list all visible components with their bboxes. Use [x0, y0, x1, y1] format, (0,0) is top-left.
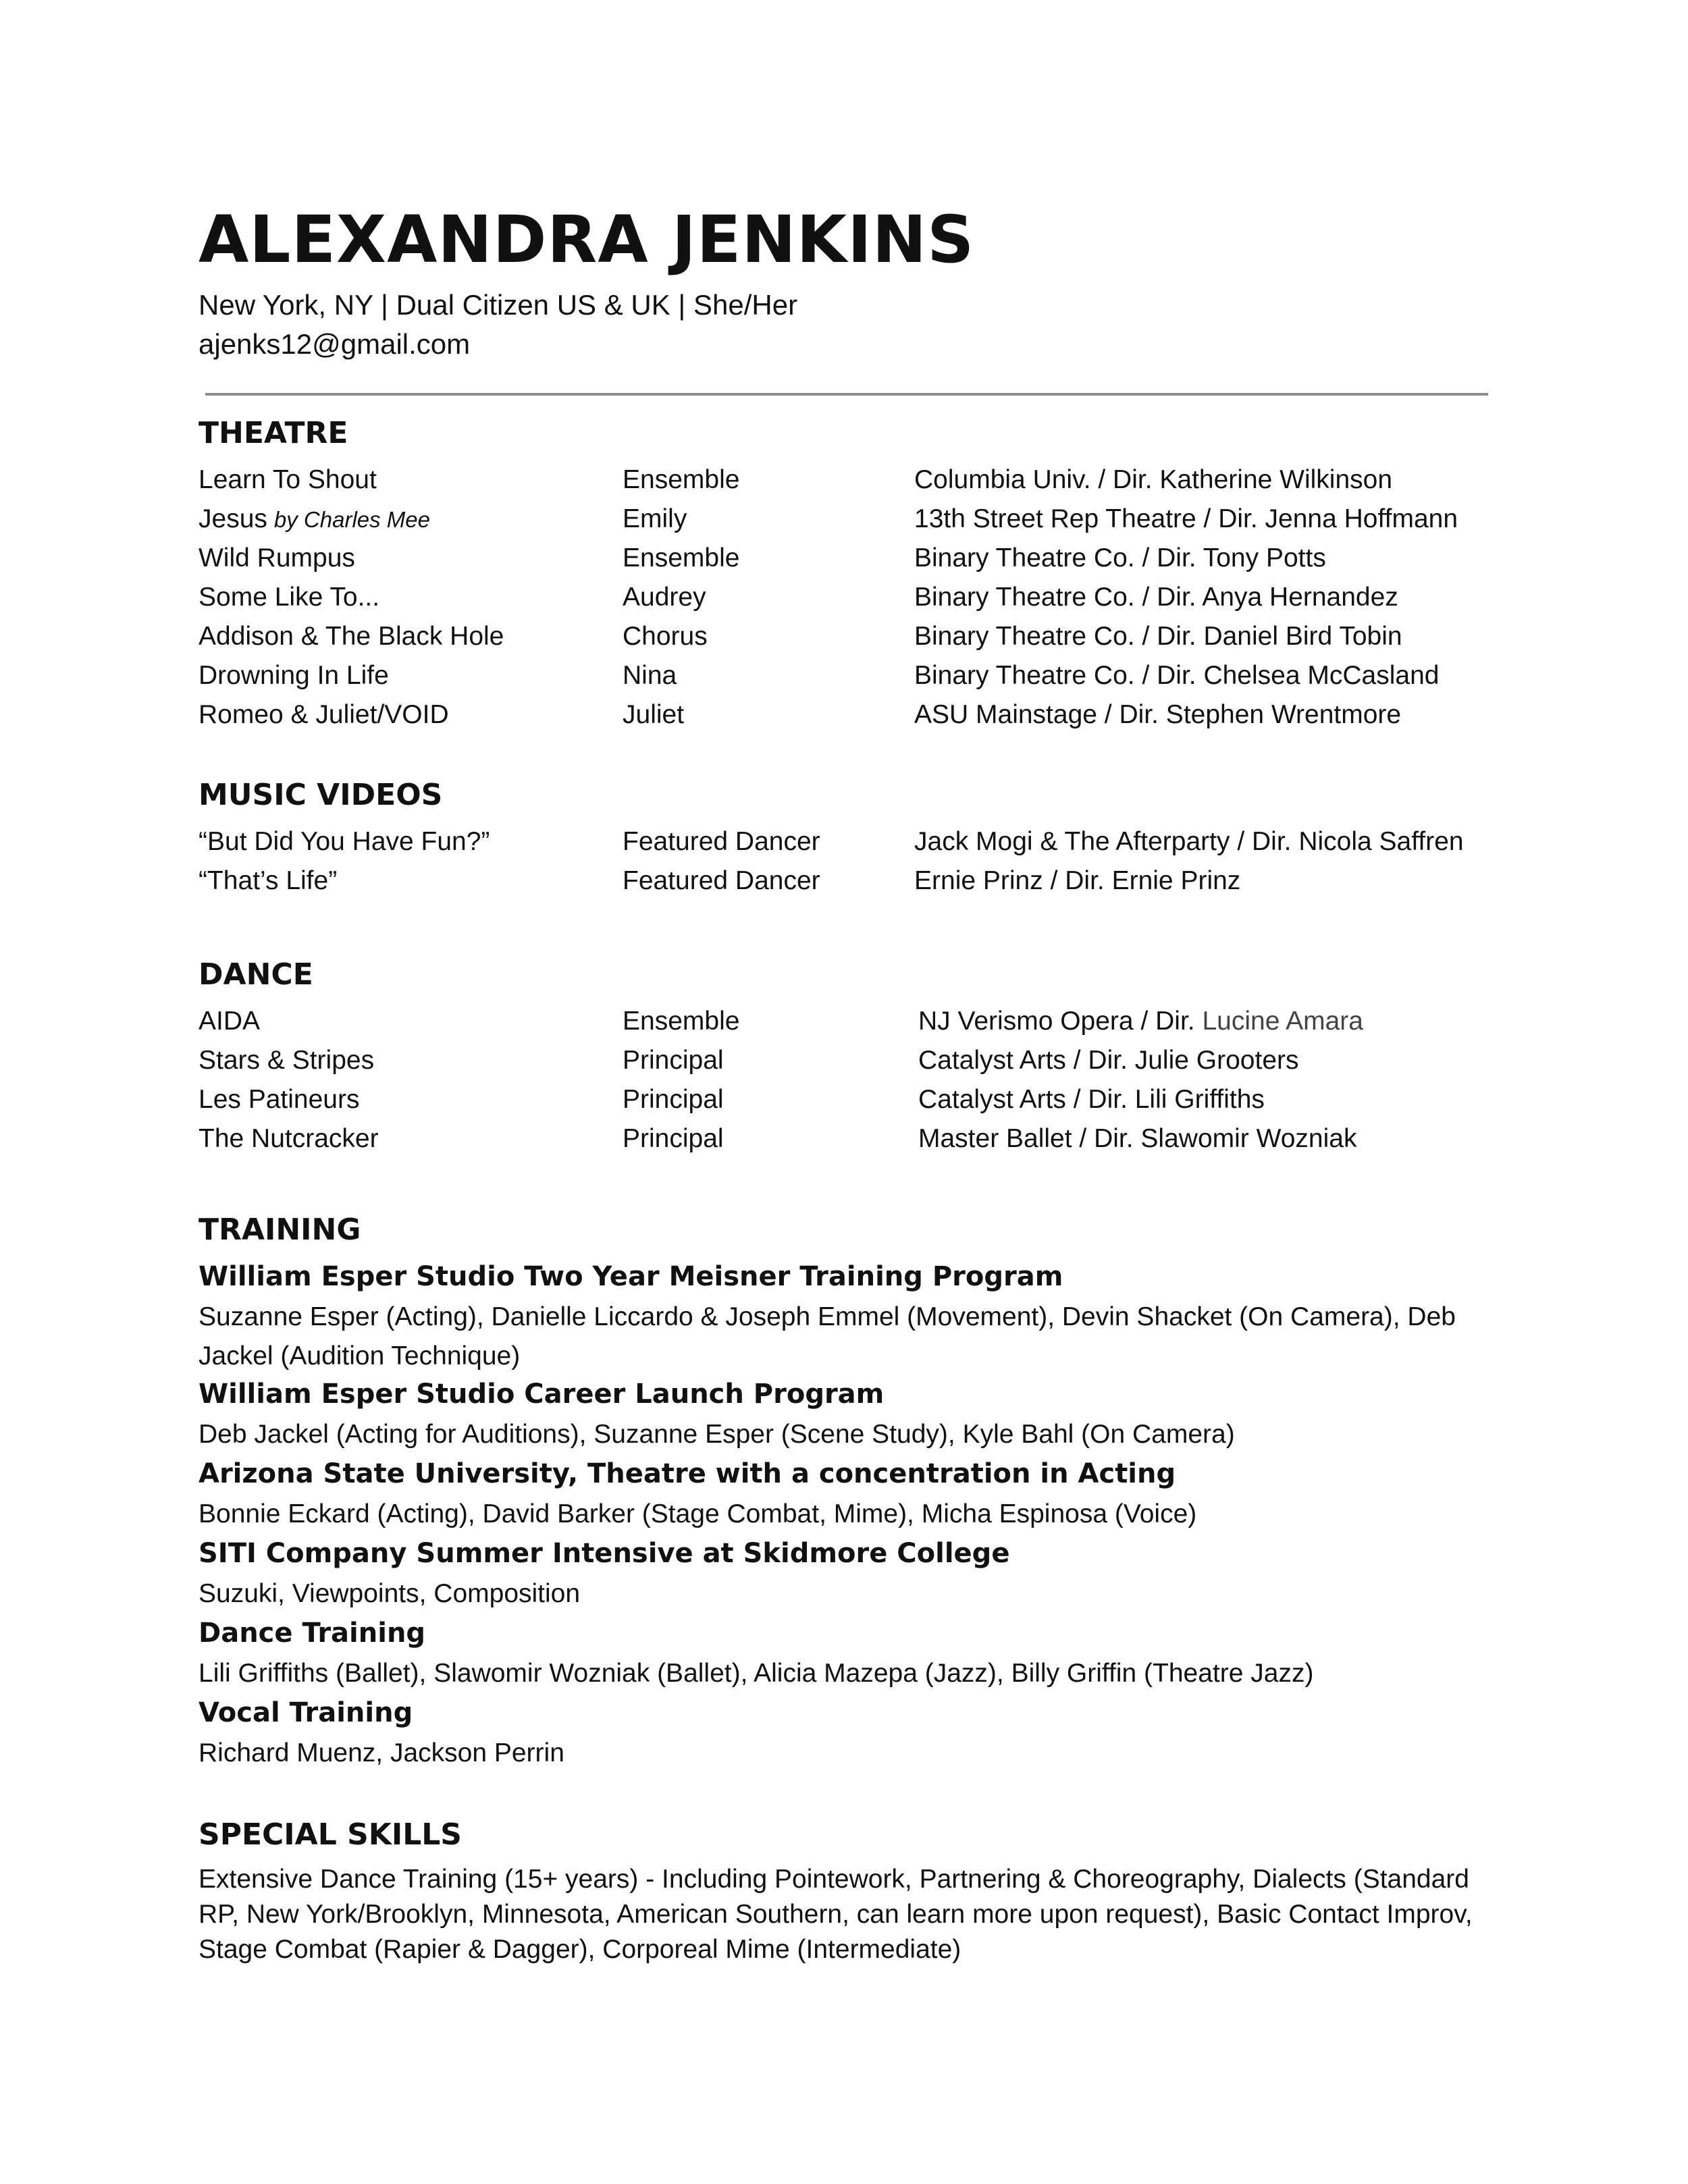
role: Principal	[623, 1085, 724, 1114]
show-title: The Nutcracker	[199, 1124, 379, 1153]
section-title-dance: DANCE	[199, 957, 313, 992]
section-title-training: TRAINING	[199, 1213, 361, 1247]
table-row	[0, 656, 1688, 695]
training-program-detail: Lili Griffiths (Ballet), Slawomir Wozniak (Ballet), Alicia Mazepa (Jazz), Billy Griffin (Theatre Jazz)	[199, 1659, 1314, 1688]
section-title-special-skills: SPECIAL SKILLS	[199, 1817, 462, 1852]
training-program-name: William Esper Studio Career Launch Program	[199, 1379, 885, 1410]
company	[918, 1002, 1363, 1041]
playwright-credit: by Charles Mee	[273, 507, 430, 532]
show-title: “That’s Life”	[199, 866, 338, 895]
company: Master Ballet / Dir. Slawomir Wozniak	[918, 1124, 1357, 1153]
company: Catalyst Arts / Dir. Julie Grooters	[918, 1046, 1299, 1075]
training-program-name: Vocal Training	[199, 1697, 413, 1728]
training-program-detail: Richard Muenz, Jackson Perrin	[199, 1738, 564, 1767]
company: Binary Theatre Co. / Dir. Chelsea McCasland	[914, 661, 1440, 690]
company: Binary Theatre Co. / Dir. Anya Hernandez	[914, 583, 1398, 612]
special-skills-text: Extensive Dance Training (15+ years) - Including Pointework, Partnering & Choreography, Dialects (Standard RP, New York/Brooklyn, Minnesota, American Southern, can learn more upon request), Basic Contact Improv, Stage Combat (Rapier & Dagger), Corporeal Mime (Intermediate)	[199, 1865, 1473, 1964]
role: Audrey	[623, 583, 706, 612]
table-row	[0, 578, 1688, 617]
show-title: Some Like To...	[199, 583, 380, 612]
show-title: Stars & Stripes	[199, 1046, 375, 1075]
show-title: Addison & The Black Hole	[199, 622, 504, 651]
training-program-detail: Bonnie Eckard (Acting), David Barker (Stage Combat, Mime), Micha Espinosa (Voice)	[199, 1499, 1197, 1528]
table-row	[0, 861, 1688, 901]
company: ASU Mainstage / Dir. Stephen Wrentmore	[914, 700, 1402, 729]
table-row	[0, 1080, 1688, 1119]
role: Emily	[623, 504, 687, 533]
table-row	[0, 1041, 1688, 1080]
table-row	[0, 1002, 1688, 1041]
training-program-name: William Esper Studio Two Year Meisner Training Program	[199, 1261, 1063, 1292]
company: Jack Mogi & The Afterparty / Dir. Nicola Saffren	[914, 827, 1464, 856]
role: Featured Dancer	[623, 866, 820, 895]
role: Ensemble	[623, 1007, 740, 1036]
table-row	[0, 617, 1688, 656]
company: Catalyst Arts / Dir. Lili Griffiths	[918, 1085, 1265, 1114]
role: Ensemble	[623, 465, 740, 494]
company: Binary Theatre Co. / Dir. Daniel Bird Tobin	[914, 622, 1402, 651]
show-title	[199, 500, 430, 539]
table-row	[0, 539, 1688, 578]
name-heading: ALEXANDRA JENKINS	[199, 202, 975, 277]
training-program-detail: Deb Jackel (Acting for Auditions), Suzanne Esper (Scene Study), Kyle Bahl (On Camera)	[199, 1420, 1235, 1449]
training-program-name: SITI Company Summer Intensive at Skidmore College	[199, 1538, 1010, 1569]
show-title: Drowning In Life	[199, 661, 389, 690]
email: ajenks12@gmail.com	[199, 328, 471, 360]
director-name: Lucine Amara	[1202, 1007, 1363, 1036]
table-row	[0, 822, 1688, 861]
show-title: Les Patineurs	[199, 1085, 360, 1114]
show-title: Wild Rumpus	[199, 543, 355, 572]
show-title: Romeo & Juliet/VOID	[199, 700, 449, 729]
training-program-detail: Suzanne Esper (Acting), Danielle Liccardo & Joseph Emmel (Movement), Devin Shacket (On Camera), Deb Jackel (Audition Technique)	[199, 1302, 1456, 1370]
company: Columbia Univ. / Dir. Katherine Wilkinson	[914, 465, 1393, 494]
role: Principal	[623, 1046, 724, 1075]
company: Binary Theatre Co. / Dir. Tony Potts	[914, 543, 1326, 572]
company: 13th Street Rep Theatre / Dir. Jenna Hoffmann	[914, 504, 1458, 533]
role: Juliet	[623, 700, 685, 729]
show-title-text: Jesus	[199, 504, 267, 533]
table-row	[0, 460, 1688, 500]
show-title: AIDA	[199, 1007, 261, 1036]
table-row	[0, 1119, 1688, 1158]
role: Featured Dancer	[623, 827, 820, 856]
show-title: Learn To Shout	[199, 465, 377, 494]
contact-line: New York, NY | Dual Citizen US & UK | She/Her	[199, 289, 798, 321]
training-program-detail: Suzuki, Viewpoints, Composition	[199, 1579, 581, 1608]
header-divider	[205, 393, 1488, 396]
training-program-name: Arizona State University, Theatre with a concentration in Acting	[199, 1458, 1176, 1489]
company-text: NJ Verismo Opera / Dir.	[918, 1007, 1195, 1036]
role: Ensemble	[623, 543, 740, 572]
training-program-name: Dance Training	[199, 1618, 426, 1649]
table-row	[0, 500, 1688, 539]
role: Principal	[623, 1124, 724, 1153]
section-title-theatre: THEATRE	[199, 416, 348, 450]
table-row	[0, 695, 1688, 735]
show-title: “But Did You Have Fun?”	[199, 827, 490, 856]
section-title-music-videos: MUSIC VIDEOS	[199, 778, 443, 812]
role: Chorus	[623, 622, 708, 651]
role: Nina	[623, 661, 677, 690]
company: Ernie Prinz / Dir. Ernie Prinz	[914, 866, 1241, 895]
